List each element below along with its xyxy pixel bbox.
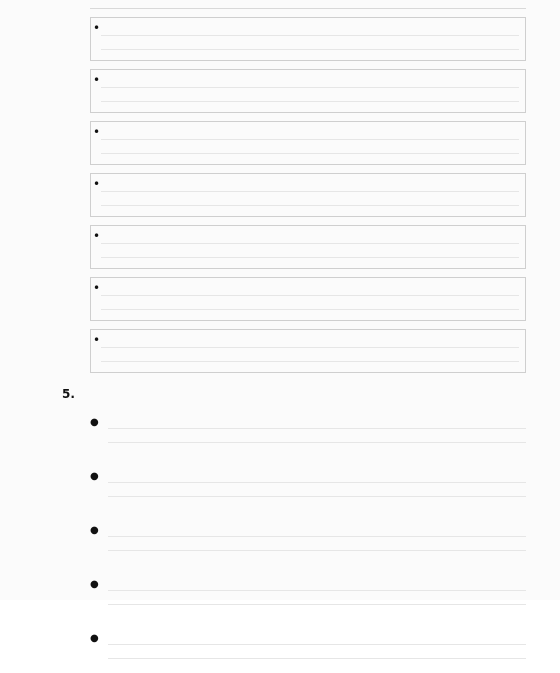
boxed-item (90, 17, 526, 61)
boxed-item (90, 121, 526, 165)
boxed-item (90, 329, 526, 373)
list-item (90, 411, 526, 457)
boxed-item (90, 277, 526, 321)
list-item (90, 465, 526, 511)
boxed-item (90, 225, 526, 269)
list-item (90, 519, 526, 565)
top-cut (90, 0, 526, 9)
section-heading (62, 387, 526, 401)
boxed-item (90, 173, 526, 217)
boxed-item (90, 69, 526, 113)
list-item (90, 627, 526, 673)
list-item (90, 573, 526, 619)
section-number: 5. (62, 387, 75, 401)
